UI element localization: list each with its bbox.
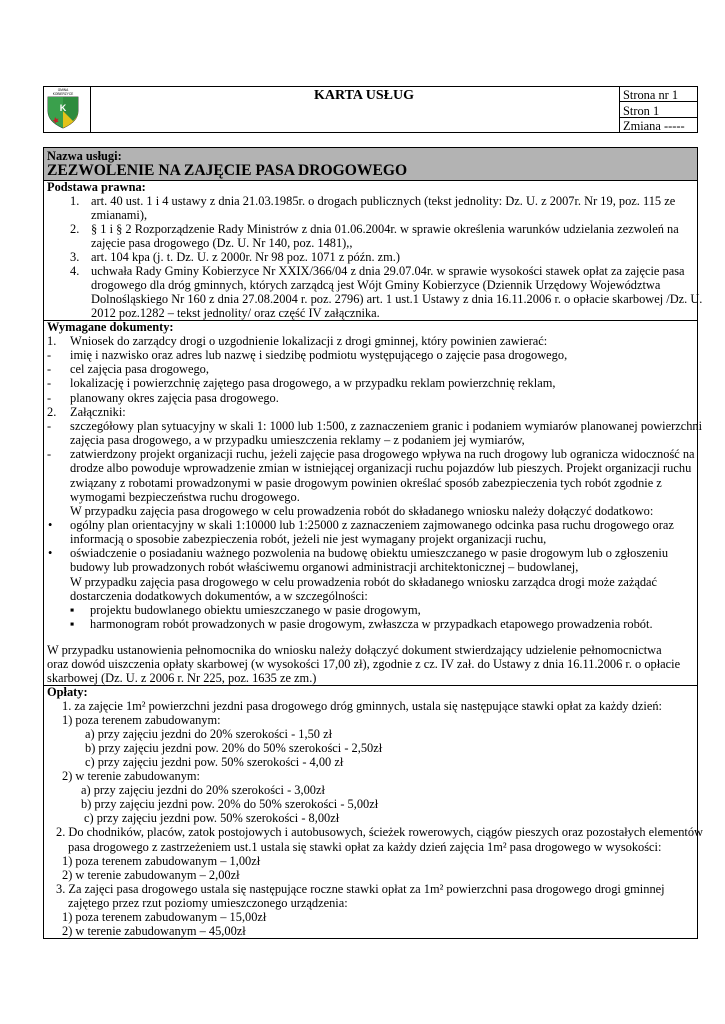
- documents-list-marker: •: [48, 546, 53, 561]
- documents-list-text: planowany okres zajęcia pasa drogowego.: [70, 390, 279, 405]
- documents-list-text: związany z robotami prowadzonymi w pasie drogowym powinien określać sposób zabezpieczenia tych robót zgodnie z: [70, 475, 662, 490]
- fees-heading: Opłaty:: [47, 685, 88, 699]
- fees-list-line: pasa drogowego z zastrzeżeniem ust.1 ustala się stawki opłat za każdy dzień zajęcia 1m² pasa drogowego w wysokości:: [68, 839, 662, 854]
- documents-list-text: harmonogram robót prowadzonych w pasie drogowym, zwłaszcza w przypadkach etapowego prowadzenia robót.: [90, 617, 653, 631]
- proxy-note-line: oraz dowód uiszczenia opłaty skarbowej (w wysokości 17,00 zł), zgodnie z cz. IV zał. do Ustawy z dnia 16.11.2006 r. o opłacie: [47, 657, 681, 671]
- documents-list-marker: •: [48, 517, 53, 532]
- legal-item-number: 1.: [70, 194, 80, 208]
- documents-list-text: Wniosek do zarządcy drogi o uzgodnienie lokalizacji z drogi gminnej, który powinien zawierać:: [70, 334, 548, 348]
- fees-list-line: 2) w terenie zabudowanym:: [62, 769, 200, 784]
- fees-list-line: c) przy zajęciu jezdni pow. 50% szerokości - 4,00 zł: [85, 755, 344, 770]
- fees-list-line: 2. Do chodników, placów, zatok postojowych i autobusowych, ścieżek rowerowych, ciągów pieszych oraz pozostałych elementów: [56, 825, 703, 840]
- documents-list-marker: ▪: [70, 602, 75, 617]
- documents-list-text: zajęcia pasa drogowego, a w przypadku umieszczenia reklamy – z podaniem jej wymiarów,: [70, 433, 525, 448]
- fees-list-line: b) przy zajęciu jezdni pow. 20% do 50% szerokości - 5,00zł: [81, 797, 379, 812]
- documents-list-text: lokalizację i powierzchnię zajętego pasa drogowego, a w przypadku reklam powierzchnię reklam,: [70, 376, 556, 391]
- documents-list-text: informacją o sposobie zabezpieczenia robót, jeżeli nie jest wymagany projekt organizacji ruchu,: [70, 532, 547, 547]
- documents-list-marker: -: [47, 362, 52, 377]
- legal-item-line: drogowego dla dróg gminnych, których zarządcą jest Wójt Gminy Kobierzyce (Dziennik Urzędowy Województwa: [91, 278, 661, 292]
- service-name: ZEZWOLENIE NA ZAJĘCIE PASA DROGOWEGO: [47, 162, 408, 179]
- fees-list-line: c) przy zajęciu jezdni pow. 50% szerokości - 8,00zł: [84, 811, 340, 826]
- documents-list-text: W przypadku zajęcia pasa drogowego w celu prowadzenia robót do składanego wniosku należy dołączyć dodatkowo:: [70, 503, 654, 518]
- fees-list-line: 1. za zajęcie 1m² powierzchni jezdni pasa drogowego dróg gminnych, ustala się następujące stawki opłat za każdy dzień:: [62, 699, 662, 713]
- fees-list-line: 1) poza terenem zabudowanym – 15,00zł: [62, 909, 267, 924]
- documents-list-text: wymogami bezpieczeństwa ruchu drogowego.: [70, 489, 300, 504]
- fees-list-line: 3. Za zajęci pasa drogowego ustala się następujące roczne stawki opłat za 1m² powierzchni pasa drogowego drogi gminnej: [56, 881, 665, 896]
- service-name-label: Nazwa usługi:: [47, 149, 122, 163]
- documents-list-text: dostarczenia dodatkowych dokumentów, a w szczególności:: [70, 588, 368, 603]
- documents-list-text: W przypadku zajęcia pasa drogowego w celu prowadzenia robót do składanego wniosku zarządca drogi może zażądać: [70, 574, 658, 589]
- fees-list-line: a) przy zajęciu jezdni do 20% szerokości - 3,00zł: [81, 783, 325, 798]
- documents-list-text: imię i nazwisko oraz adres lub nazwę i siedzibę podmiotu występującego o zajęcie pasa drogowego,: [70, 348, 568, 363]
- documents-list-marker: -: [47, 348, 52, 363]
- legal-basis-heading: Podstawa prawna:: [47, 180, 146, 194]
- documents-list-text: budowy lub prowadzonych robót właściwemu organowi administracji architektonicznej – budowlanej,: [70, 560, 579, 575]
- legal-item-line: 2012 poz.1282 – tekst jednolity/ oraz część IV załącznika.: [91, 306, 380, 320]
- documents-list-text: zatwierdzony projekt organizacji ruchu, jeżeli zajęcie pasa drogowego wpływa na ruch drogowy lub ogranicza widoczność na: [70, 447, 695, 462]
- legal-item-line: art. 104 kpa (j. t. Dz. U. z 2000r. Nr 98 poz. 1071 z późn. zm.): [91, 250, 401, 264]
- documents-list-text: cel zajęcia pasa drogowego,: [70, 362, 209, 377]
- page-number: Strona nr 1: [623, 88, 679, 102]
- legal-item-line: zmianami),: [91, 208, 148, 222]
- documents-heading: Wymagane dokumenty:: [47, 320, 174, 334]
- municipality-crest-logo: [44, 87, 82, 129]
- legal-item-line: uchwała Rady Gminy Kobierzyce Nr XXIX/366/04 z dnia 29.07.04r. w sprawie wysokości stawek opłat za zajęcie pasa: [91, 264, 685, 278]
- documents-list-marker: ▪: [70, 617, 75, 631]
- svg-text:K: K: [59, 103, 67, 113]
- proxy-note-line: W przypadku ustanowienia pełnomocnika do wniosku należy dołączyć dokument stwierdzający udzielenie pełnomocnictwa: [47, 643, 662, 657]
- proxy-note-line: skarbowej (Dz. U. z 2006 r. Nr 225, poz. 1635 ze zm.): [47, 671, 317, 685]
- documents-list-marker: -: [47, 376, 52, 391]
- documents-list-text: Załączniki:: [70, 404, 126, 419]
- documents-list-marker: -: [47, 390, 52, 405]
- documents-list-marker: 2.: [47, 404, 57, 419]
- svg-text:KOBIERZYCE: KOBIERZYCE: [52, 92, 74, 96]
- document-title: KARTA USŁUG: [314, 88, 414, 103]
- legal-item-line: zajęcie pasa drogowego (Dz. U. Nr 140, poz. 1481),,: [91, 236, 353, 250]
- svg-text:GMINA: GMINA: [57, 88, 69, 92]
- legal-item-number: 2.: [70, 222, 80, 236]
- fees-list-line: 2) w terenie zabudowanym – 45,00zł: [62, 923, 246, 938]
- legal-item-number: 3.: [70, 250, 80, 264]
- documents-list-marker: -: [47, 447, 52, 462]
- fees-list-line: 2) w terenie zabudowanym – 2,00zł: [62, 867, 240, 882]
- revision-label: Zmiana -----: [623, 119, 685, 133]
- documents-list-text: projektu budowlanego obiektu umieszczanego w pasie drogowym,: [90, 602, 421, 617]
- documents-list-marker: -: [47, 418, 52, 433]
- legal-item-line: art. 40 ust. 1 i 4 ustawy z dnia 21.03.1985r. o drogach publicznych (tekst jednolity: Dz. U. z 2007r. Nr 19, poz. 115 ze: [91, 194, 676, 208]
- legal-item-line: Dolnośląskiego Nr 160 z dnia 27.08.2004 r. poz. 2796) art. 1 ust.1 Ustawy z dnia 16.11.2006 r. o opłacie skarbowej /Dz. U.: [91, 292, 703, 306]
- legal-item-number: 4.: [70, 264, 80, 278]
- legal-item-line: § 1 i § 2 Rozporządzenie Rady Ministrów z dnia 01.06.2004r. w sprawie określenia warunków udzielania zezwoleń na: [91, 222, 679, 236]
- documents-list-text: oświadczenie o posiadaniu ważnego pozwolenia na budowę obiektu umieszczanego w pasie drogowym lub o zgłoszeniu: [70, 546, 669, 561]
- fees-list-line: 1) poza terenem zabudowanym:: [62, 713, 221, 728]
- fees-list-line: 1) poza terenem zabudowanym – 1,00zł: [62, 853, 261, 868]
- documents-list-text: ogólny plan orientacyjny w skali 1:10000 lub 1:25000 z zaznaczeniem zajmowanego odcinka pasa ruchu drogowego oraz: [70, 517, 674, 532]
- documents-list-text: drodze albo powoduje wprowadzenie zmian w istniejącej organizacji ruchu pojazdów lub pieszych. Projekt organizacji ruchu: [70, 461, 692, 476]
- fees-list-line: b) przy zajęciu jezdni pow. 20% do 50% szerokości - 2,50zł: [85, 741, 383, 756]
- fees-list-line: a) przy zajęciu jezdni do 20% szerokości - 1,50 zł: [85, 727, 333, 742]
- documents-list-text: szczegółowy plan sytuacyjny w skali 1: 1000 lub 1:500, z zaznaczeniem granic i podaniem wymiarów planowanej powierzchni: [70, 418, 703, 433]
- documents-list-marker: 1.: [47, 334, 57, 348]
- fees-list-line: zajętego przez rzut poziomy umieszczonego urządzenia:: [68, 895, 348, 910]
- pages-total: Stron 1: [623, 104, 660, 118]
